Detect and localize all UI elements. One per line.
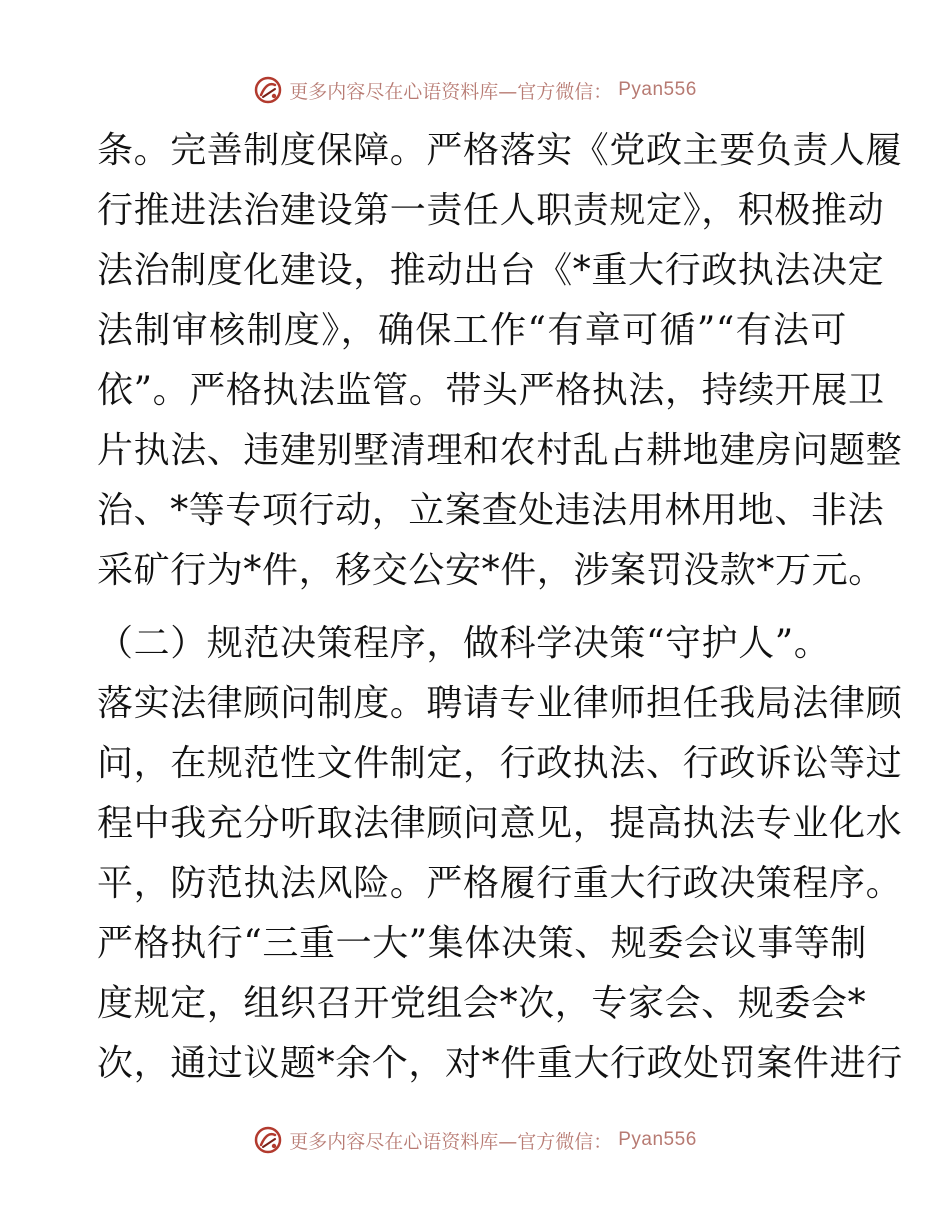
paragraph1-line: 依”。严格执法监管。带头严格执法，持续开展卫 bbox=[97, 370, 885, 411]
seal-logo-icon bbox=[253, 75, 283, 105]
header-watermark bbox=[0, 70, 950, 110]
watermark-text: 更多内容尽在心语资料库—官方微信： bbox=[289, 1130, 613, 1153]
paragraph1-line: 片执法、违建别墅清理和农村乱占耕地建房问题整 bbox=[97, 430, 903, 471]
paragraph2-line: 度规定，组织召开党组会*次，专家会、规委会* bbox=[97, 983, 867, 1024]
paragraph2-line: 严格执行“三重一大”集体决策、规委会议事等制 bbox=[97, 923, 868, 964]
paragraph1-line: 治、*等专项行动，立案查处违法用林用地、非法 bbox=[97, 490, 885, 531]
paragraph2-line: 程中我充分听取法律顾问意见，提高执法专业化水 bbox=[97, 803, 903, 844]
paragraph1-line: 法治制度化建设，推动出台《*重大行政执法决定 bbox=[97, 250, 885, 291]
paragraph2-line: 问，在规范性文件制定，行政执法、行政诉讼等过 bbox=[97, 743, 903, 784]
paragraph2-line: 落实法律顾问制度。聘请专业律师担任我局法律顾 bbox=[97, 683, 903, 724]
footer-watermark bbox=[0, 1120, 950, 1160]
watermark-text: 更多内容尽在心语资料库—官方微信： bbox=[289, 80, 613, 103]
paragraph1-line: 采矿行为*件，移交公安*件，涉案罚没款*万元。 bbox=[97, 550, 885, 591]
paragraph1-line: 行推进法治建设第一责任人职责规定》，积极推动 bbox=[97, 190, 885, 231]
paragraph1-line: 法制审核制度》，确保工作“有章可循”“有法可 bbox=[97, 310, 847, 351]
watermark-wechat-id: Pyan556 bbox=[618, 1129, 697, 1150]
section-heading: （二）规范决策程序，做科学决策“守护人”。 bbox=[97, 623, 831, 664]
paragraph2-line: 次，通过议题*余个，对*件重大行政处罚案件进行 bbox=[97, 1043, 903, 1084]
document-body bbox=[97, 121, 903, 1094]
paragraph2-line: 平，防范执法风险。严格履行重大行政决策程序。 bbox=[97, 863, 903, 904]
paragraph1-line: 条。完善制度保障。严格落实《党政主要负责人履 bbox=[97, 130, 903, 171]
seal-logo-icon bbox=[253, 1125, 283, 1155]
watermark-wechat-id: Pyan556 bbox=[618, 79, 697, 100]
paragraph-gap bbox=[97, 601, 857, 614]
